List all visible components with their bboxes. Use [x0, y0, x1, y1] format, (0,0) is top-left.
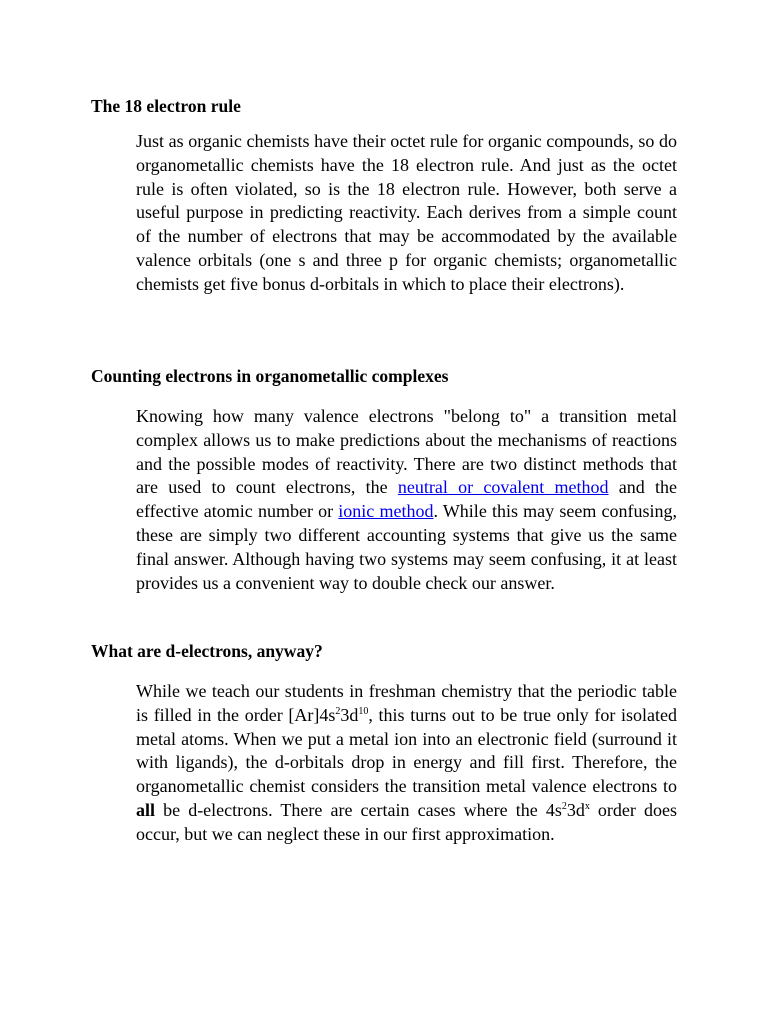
superscript: x	[584, 800, 590, 812]
text-run: , this turns out to be true only for isolated metal atoms. When we put a metal ion into an electronic field (surround it with ligands), the d-orbitals drop in energy and fill first. Therefore, the organometallic chemist considers the transition metal valence electrons to	[136, 704, 677, 797]
paragraph-18-electron-rule: Just as organic chemists have their octet rule for organic compounds, so do organometallic chemists have the 18 electron rule. And just as the octet rule is often violated, so is the 18 electron rule. However, both serve a useful purpose in predicting reactivity. Each derives from a simple count of the number of electrons that may be accommodated by the available valence orbitals (one s and three p for organic chemists; organometallic chemists get five bonus d-orbitals in which to place their electrons).	[136, 131, 677, 294]
text-run: While we teach our students in freshman chemistry that the periodic table is filled in the order [Ar]4s	[136, 681, 677, 725]
paragraph-counting-electrons	[136, 405, 677, 595]
section-heading-18-electron-rule: The 18 electron rule	[91, 96, 241, 116]
section-heading-d-electrons: What are d-electrons, anyway?	[91, 641, 323, 661]
paragraph-d-electrons	[136, 680, 677, 847]
bold-all: all	[136, 799, 156, 820]
text-run: and the effective atomic number or	[136, 477, 677, 522]
text-run: order does occur, but we can neglect these in our first approximation.	[136, 799, 677, 844]
superscript: 2	[561, 800, 567, 812]
text-run: be d-electrons. There are certain cases where the 4s	[155, 799, 562, 820]
text-run: . While this may seem confusing, these are simply two different accounting systems that give us the same final answer. Although having two systems may seem confusing, it at least provides us a convenient way to double check our answer.	[136, 501, 677, 593]
text-run: Knowing how many valence electrons "belong to" a transition metal complex allows us to make predictions about the mechanisms of reactions and the possible modes of reactivity. There are two distinct methods that are used to count electrons, the	[136, 406, 677, 498]
ionic-method-link[interactable]: ionic method	[338, 501, 434, 522]
superscript: 2	[335, 705, 341, 717]
text-run: 3d	[340, 704, 359, 725]
superscript: 10	[358, 705, 369, 717]
neutral-covalent-method-link[interactable]: neutral or covalent method	[397, 477, 609, 498]
text-run: 3d	[566, 799, 585, 820]
section-heading-counting-electrons: Counting electrons in organometallic complexes	[91, 366, 449, 386]
